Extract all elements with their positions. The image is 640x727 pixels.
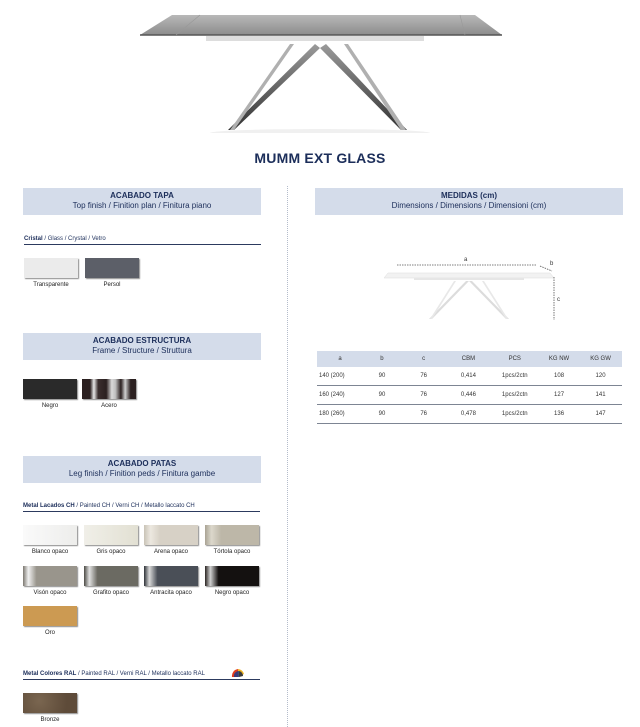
glass-group-rest: / Glass / Crystal / Vetro	[42, 236, 106, 242]
painted-ral-bold: Metal Colores RAL	[23, 671, 77, 677]
cell-kg-nw: 136	[539, 405, 579, 424]
leg-finish-title: ACABADO PATAS	[107, 459, 177, 468]
painted-ch-group-heading	[23, 503, 260, 512]
swatch-label: Oro	[44, 630, 55, 636]
glass-group-heading	[24, 236, 261, 245]
table-row	[317, 386, 622, 405]
swatch-negro-opaco[interactable]	[205, 566, 259, 586]
product-title: MUMM EXT GLASS	[254, 150, 386, 166]
swatch-grafito-opaco[interactable]	[84, 566, 138, 586]
swatch-label: Negro opaco	[214, 590, 250, 596]
swatch-label: Bronze	[40, 717, 60, 723]
top-finish-subtitle: Top finish / Finition plan / Finitura piano	[72, 201, 212, 210]
cell-cbm: 0,414	[446, 367, 490, 386]
top-finish-header	[23, 188, 261, 215]
top-finish-title: ACABADO TAPA	[110, 191, 174, 200]
diagram-label-c: c	[557, 297, 560, 303]
cell-b: 90	[363, 405, 401, 424]
swatch-label: Arena opaco	[153, 549, 189, 555]
leg-finish-subtitle: Leg finish / Finition peds / Finitura gambe	[68, 469, 216, 478]
cell-cbm: 0,478	[446, 405, 490, 424]
swatch-gris-opaco[interactable]	[84, 525, 138, 545]
cell-kg-nw: 127	[539, 386, 579, 405]
swatch-label: Negro	[41, 403, 59, 409]
col-kg-gw: KG GW	[579, 351, 622, 367]
table-header-row	[317, 351, 622, 367]
swatch-label: Blanco opaco	[31, 549, 69, 555]
swatch-blanco-opaco[interactable]	[23, 525, 77, 545]
frame-finish-header	[23, 333, 261, 360]
swatch-persol[interactable]	[85, 258, 139, 278]
cell-c: 76	[401, 367, 446, 386]
swatch-tortola-opaco[interactable]	[205, 525, 259, 545]
cell-a: 160 (240)	[317, 386, 363, 405]
swatch-label: Visón opaco	[33, 590, 67, 596]
ral-color-fan-icon	[231, 665, 245, 677]
cell-a: 140 (200)	[317, 367, 363, 386]
col-a: a	[317, 351, 363, 367]
swatch-bronze[interactable]	[23, 693, 77, 713]
cell-pcs: 1pcs/2ctn	[490, 386, 539, 405]
cell-b: 90	[363, 367, 401, 386]
painted-ch-rest: / Painted CH / Verni CH / Metallo laccato CH	[74, 503, 195, 509]
swatch-label: Persol	[103, 282, 121, 288]
swatch-antracita-opaco[interactable]	[144, 566, 198, 586]
painted-ral-group-heading	[23, 671, 260, 680]
cell-kg-gw: 120	[579, 367, 622, 386]
cell-b: 90	[363, 386, 401, 405]
swatch-acero[interactable]	[82, 379, 136, 399]
dimensions-title: MEDIDAS (cm)	[440, 191, 497, 200]
product-photo	[130, 8, 510, 133]
column-divider	[287, 186, 289, 727]
glass-group-bold: Cristal	[24, 236, 43, 242]
col-pcs: PCS	[490, 351, 539, 367]
swatch-label: Acero	[101, 403, 117, 409]
cell-kg-gw: 141	[579, 386, 622, 405]
swatch-label: Tórtola opaco	[213, 549, 251, 555]
swatch-transparente[interactable]	[24, 258, 78, 278]
dimension-diagram	[384, 255, 564, 325]
col-cbm: CBM	[446, 351, 490, 367]
col-b: b	[363, 351, 401, 367]
col-kg-nw: KG NW	[539, 351, 579, 367]
swatch-label: Gris opaco	[96, 549, 126, 555]
swatch-label: Grafito opaco	[92, 590, 130, 596]
swatch-arena-opaco[interactable]	[144, 525, 198, 545]
dimensions-subtitle: Dimensions / Dimensions / Dimensioni (cm)	[391, 201, 547, 210]
cell-cbm: 0,446	[446, 386, 490, 405]
dimensions-table	[317, 351, 622, 424]
frame-finish-subtitle: Frame / Structure / Struttura	[92, 346, 192, 355]
dimensions-header	[315, 188, 623, 215]
swatch-label: Antracita opaco	[150, 590, 192, 596]
table-row	[317, 405, 622, 424]
cell-c: 76	[401, 386, 446, 405]
painted-ral-rest: / Painted RAL / Verni RAL / Metallo laccato RAL	[76, 671, 205, 677]
diagram-label-b: b	[550, 261, 554, 267]
cell-kg-gw: 147	[579, 405, 622, 424]
painted-ch-bold: Metal Lacados CH	[23, 503, 75, 509]
cell-kg-nw: 108	[539, 367, 579, 386]
swatch-label: Transparente	[33, 282, 69, 288]
swatch-oro[interactable]	[23, 606, 77, 626]
cell-c: 76	[401, 405, 446, 424]
swatch-negro[interactable]	[23, 379, 77, 399]
cell-pcs: 1pcs/2ctn	[490, 367, 539, 386]
cell-pcs: 1pcs/2ctn	[490, 405, 539, 424]
leg-finish-header	[23, 456, 261, 483]
diagram-label-a: a	[464, 257, 468, 263]
table-row	[317, 367, 622, 386]
frame-finish-title: ACABADO ESTRUCTURA	[92, 336, 192, 345]
cell-a: 180 (260)	[317, 405, 363, 424]
swatch-vison-opaco[interactable]	[23, 566, 77, 586]
col-c: c	[401, 351, 446, 367]
